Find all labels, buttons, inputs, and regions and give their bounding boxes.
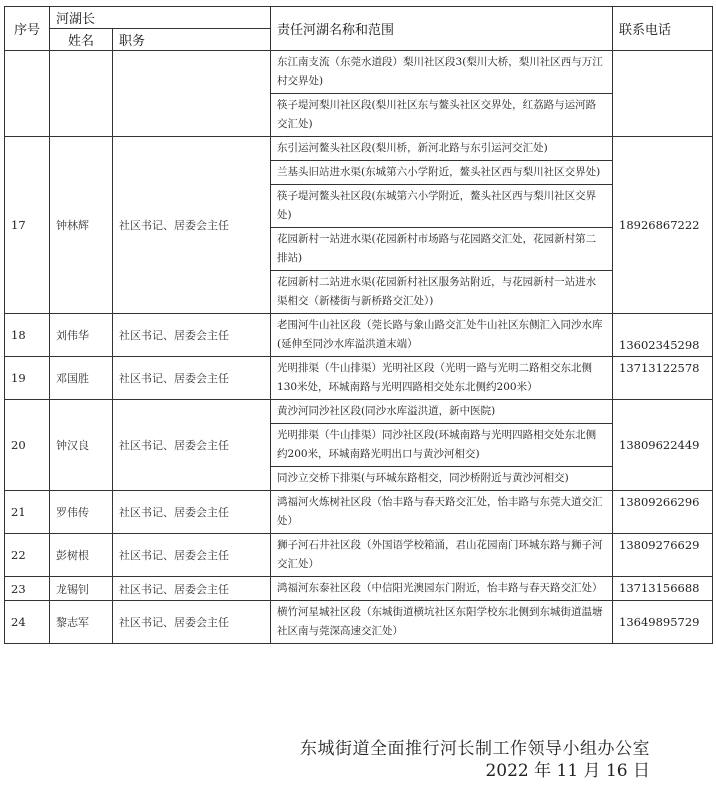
river-scope-cell (271, 534, 613, 577)
header-seq: 序号 (5, 7, 50, 51)
row-phone: 18926867222 (613, 137, 713, 314)
river-item: 花园新村一站进水渠(花园新村市场路与花园路交汇处，花园新村第二排站) (271, 228, 612, 271)
row-phone: 13713156688 (613, 577, 713, 601)
row-seq: 24 (5, 601, 50, 644)
row-name: 钟汉良 (50, 400, 113, 491)
river-scope-cell (271, 314, 613, 357)
table-row (5, 601, 713, 644)
river-item: 黄沙河同沙社区段(同沙水库溢洪道，新中医院) (271, 400, 612, 424)
river-chief-table (4, 6, 713, 644)
river-scope-cell (271, 601, 613, 644)
row-name: 刘伟华 (50, 314, 113, 357)
row-seq: 22 (5, 534, 50, 577)
river-item: 狮子河石井社区段（外国语学校箱涌，君山花园南门环城东路与狮子河交汇处） (277, 539, 603, 570)
river-item: 光明排渠（牛山排渠）同沙社区段(环城南路与光明四路相交处东北侧约200米，环城南路光明出口与黄沙河相交) (271, 424, 612, 467)
row-post: 社区书记、居委会主任 (113, 400, 271, 491)
river-item: 同沙立交桥下排渠(与环城东路相交，同沙桥附近与黄沙河相交) (277, 472, 569, 484)
row-name: 黎志军 (50, 601, 113, 644)
row-seq: 20 (5, 400, 50, 491)
row-phone: 13809276629 (613, 534, 713, 577)
row-post: 社区书记、居委会主任 (113, 357, 271, 400)
row-name: 龙锡钊 (50, 577, 113, 601)
table-row (5, 577, 713, 601)
row-seq: 17 (5, 137, 50, 314)
river-scope-cell (271, 400, 613, 491)
row-post: 社区书记、居委会主任 (113, 534, 271, 577)
header-chief: 河湖长 (50, 7, 271, 29)
row-name: 彭树根 (50, 534, 113, 577)
row-phone: 13602345298 (613, 314, 713, 357)
river-scope-cell (271, 357, 613, 400)
row-seq: 18 (5, 314, 50, 357)
river-scope-cell (271, 577, 613, 601)
river-item: 东引运河鳌头社区段(梨川桥，新河北路与东引运河交汇处) (271, 137, 612, 161)
footer-organization: 东城街道全面推行河长制工作领导小组办公室 (300, 739, 650, 759)
row-phone: 13809622449 (613, 400, 713, 491)
river-item: 横竹河星城社区段（东城街道横坑社区东阳学校东北侧到东城街道温塘社区南与莞深高速交汇处） (277, 606, 603, 637)
row-name: 邓国胜 (50, 357, 113, 400)
footer-date: 2022 年 11 月 16 日 (485, 761, 650, 781)
row-post: 社区书记、居委会主任 (113, 137, 271, 314)
river-item: 光明排渠（牛山排渠）光明社区段（光明一路与光明二路相交东北侧130米处，环城南路与光明四路相交处东北侧约200米） (277, 362, 593, 393)
header-scope: 责任河湖名称和范围 (271, 7, 613, 51)
table-row (5, 137, 713, 314)
row-seq: 23 (5, 577, 50, 601)
table-row (5, 491, 713, 534)
table-row-continued (5, 51, 713, 137)
river-item: 筷子堤河鳌头社区段(东城第六小学附近，鳌头社区西与梨川社区交界处) (271, 185, 612, 228)
river-scope-cell (271, 137, 613, 314)
river-item: 东江南支流（东莞水道段）梨川社区段3(梨川大桥，梨川社区西与万江村交界处) (271, 51, 612, 94)
row-name: 罗伟传 (50, 491, 113, 534)
row-post: 社区书记、居委会主任 (113, 577, 271, 601)
header-post: 职务 (113, 29, 271, 51)
river-item: 鸿福河东泰社区段（中信阳光澳园东门附近，怡丰路与春天路交汇处） (277, 582, 603, 594)
row-post: 社区书记、居委会主任 (113, 314, 271, 357)
river-scope-cell (271, 491, 613, 534)
table-row (5, 534, 713, 577)
row-phone: 13649895729 (613, 601, 713, 644)
row-phone: 13809266296 (613, 491, 713, 534)
header-name: 姓名 (50, 29, 113, 51)
river-item: 筷子堤河梨川社区段(梨川社区东与鳌头社区交界处，红荔路与运河路交汇处) (277, 99, 597, 130)
table-row (5, 400, 713, 491)
row-name: 钟林辉 (50, 137, 113, 314)
row-phone: 13713122578 (613, 357, 713, 400)
row-seq: 21 (5, 491, 50, 534)
row-post: 社区书记、居委会主任 (113, 491, 271, 534)
river-scope-cell (271, 51, 613, 137)
river-item: 鸿福河火炼树社区段（怡丰路与春天路交汇处，怡丰路与东莞大道交汇处） (277, 496, 603, 527)
table-row (5, 314, 713, 357)
table-row (5, 357, 713, 400)
river-item: 花园新村二站进水渠(花园新村社区服务站附近，与花园新村一站进水渠相交（新楼街与新桥路交汇处）) (277, 276, 597, 307)
header-phone: 联系电话 (613, 7, 713, 51)
row-post: 社区书记、居委会主任 (113, 601, 271, 644)
river-item: 兰基头旧站进水渠(东城第六小学附近，鳌头社区西与梨川社区交界处) (271, 161, 612, 185)
river-item: 老围河牛山社区段（莞长路与象山路交汇处牛山社区东侧汇入同沙水库(延伸至同沙水库溢洪道末端） (277, 319, 603, 350)
row-seq: 19 (5, 357, 50, 400)
